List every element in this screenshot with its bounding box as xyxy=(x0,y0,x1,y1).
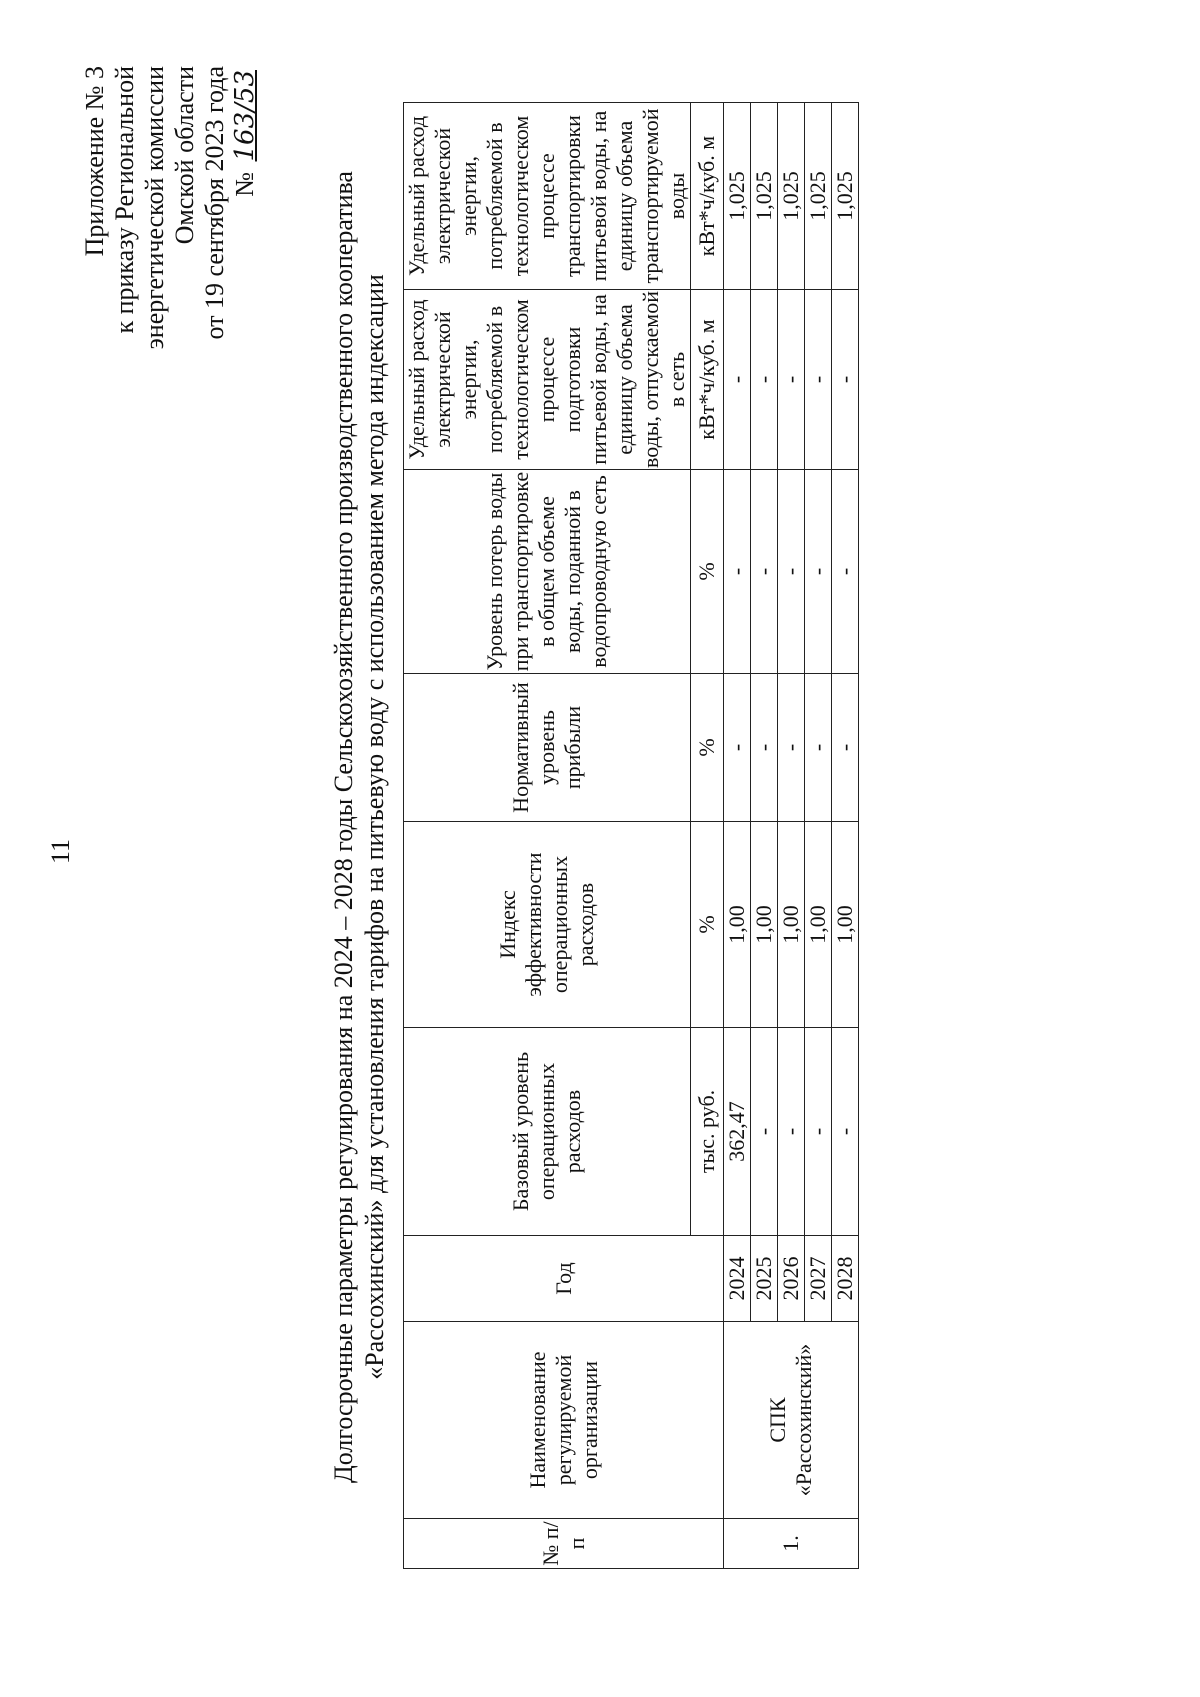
cell-elec-prep: - xyxy=(778,290,805,470)
cell-elec-trans: 1,025 xyxy=(805,103,832,290)
cell-profit: - xyxy=(832,674,859,822)
cell-index: 1,00 xyxy=(832,822,859,1028)
header-elec-prep: Удельный расход электрической энергии, потребляемой в технологическом процессе подготовки питьевой воды, на единицу объема воды, отпускаемой в сеть xyxy=(404,290,689,469)
cell-year: 2027 xyxy=(805,1236,832,1322)
appendix-line-5: от 19 сентября 2023 года xyxy=(200,66,229,340)
title-line-2: «Рассохинский» для установления тарифов на питьевую воду с использованием метода индексации xyxy=(360,274,389,1380)
cell-year: 2028 xyxy=(832,1236,859,1322)
cell-base: - xyxy=(805,1028,832,1236)
order-number xyxy=(230,66,260,586)
cell-elec-trans: 1,025 xyxy=(751,103,778,290)
header-profit: Нормативный уровень прибыли xyxy=(404,674,691,822)
row-number: 1. xyxy=(724,1519,859,1569)
cell-elec-prep: - xyxy=(751,290,778,470)
cell-loss: - xyxy=(832,470,859,674)
cell-loss: - xyxy=(751,470,778,674)
cell-loss: - xyxy=(778,470,805,674)
cell-loss: - xyxy=(805,470,832,674)
cell-profit: - xyxy=(805,674,832,822)
cell-elec-prep: - xyxy=(805,290,832,470)
appendix-line-1: Приложение № 3 xyxy=(80,66,109,257)
org-name-line-1: СПК xyxy=(765,1397,790,1443)
header-index: Индекс эффективности операционных расходов xyxy=(404,822,691,1028)
header-base: Базовый уровень операционных расходов xyxy=(404,1028,691,1236)
document-title xyxy=(328,77,390,1577)
header-year: Год xyxy=(404,1236,724,1322)
cell-index: 1,00 xyxy=(724,822,751,1028)
cell-profit: - xyxy=(751,674,778,822)
page-number: 11 xyxy=(46,838,75,864)
table-row xyxy=(724,103,751,1569)
cell-index: 1,00 xyxy=(751,822,778,1028)
appendix-line-2: к приказу Региональной xyxy=(110,66,139,334)
cell-profit: - xyxy=(724,674,751,822)
appendix-line-3: энергетической комиссии xyxy=(140,66,169,350)
order-number-prefix: № xyxy=(230,171,259,197)
unit-elec-prep: кВт*ч/куб. м xyxy=(691,290,724,470)
org-name xyxy=(724,1322,859,1519)
cell-elec-prep: - xyxy=(832,290,859,470)
header-org: Наименование регулируемой организации xyxy=(404,1322,724,1519)
cell-elec-trans: 1,025 xyxy=(724,103,751,290)
cell-elec-trans: 1,025 xyxy=(832,103,859,290)
cell-year: 2026 xyxy=(778,1236,805,1322)
cell-index: 1,00 xyxy=(805,822,832,1028)
order-number-value: 163/53 xyxy=(230,70,260,162)
cell-loss: - xyxy=(724,470,751,674)
unit-index: % xyxy=(691,822,724,1028)
cell-year: 2024 xyxy=(724,1236,751,1322)
cell-elec-trans: 1,025 xyxy=(778,103,805,290)
cell-base: - xyxy=(778,1028,805,1236)
cell-base: - xyxy=(751,1028,778,1236)
cell-profit: - xyxy=(778,674,805,822)
org-name-line-2: «Рассохинский» xyxy=(791,1343,816,1497)
cell-index: 1,00 xyxy=(778,822,805,1028)
header-loss: Уровень потерь воды при транспортировке в общем объеме воды, поданной в водопроводную сеть xyxy=(404,470,691,674)
unit-elec-trans: кВт*ч/куб. м xyxy=(691,103,724,290)
cell-elec-prep: - xyxy=(724,290,751,470)
appendix-line-4: Омской области xyxy=(170,66,199,245)
cell-base: 362,47 xyxy=(724,1028,751,1236)
appendix-block xyxy=(80,66,260,586)
parameters-table xyxy=(403,102,859,1569)
header-elec-trans: Удельный расход электрической энергии, потребляемой в технологическом процессе транспортировки питьевой воды, на единицу объема транспортируемой воды xyxy=(404,103,691,290)
header-num: № п/п xyxy=(404,1519,724,1569)
unit-profit: % xyxy=(691,674,724,822)
header-row xyxy=(404,103,691,1569)
title-line-1: Долгосрочные параметры регулирования на 2024 – 2028 годы Сельскохозяйственного производственного кооператива xyxy=(329,171,358,1483)
cell-base: - xyxy=(832,1028,859,1236)
unit-loss: % xyxy=(691,470,724,674)
cell-year: 2025 xyxy=(751,1236,778,1322)
unit-base: тыс. руб. xyxy=(691,1028,724,1236)
